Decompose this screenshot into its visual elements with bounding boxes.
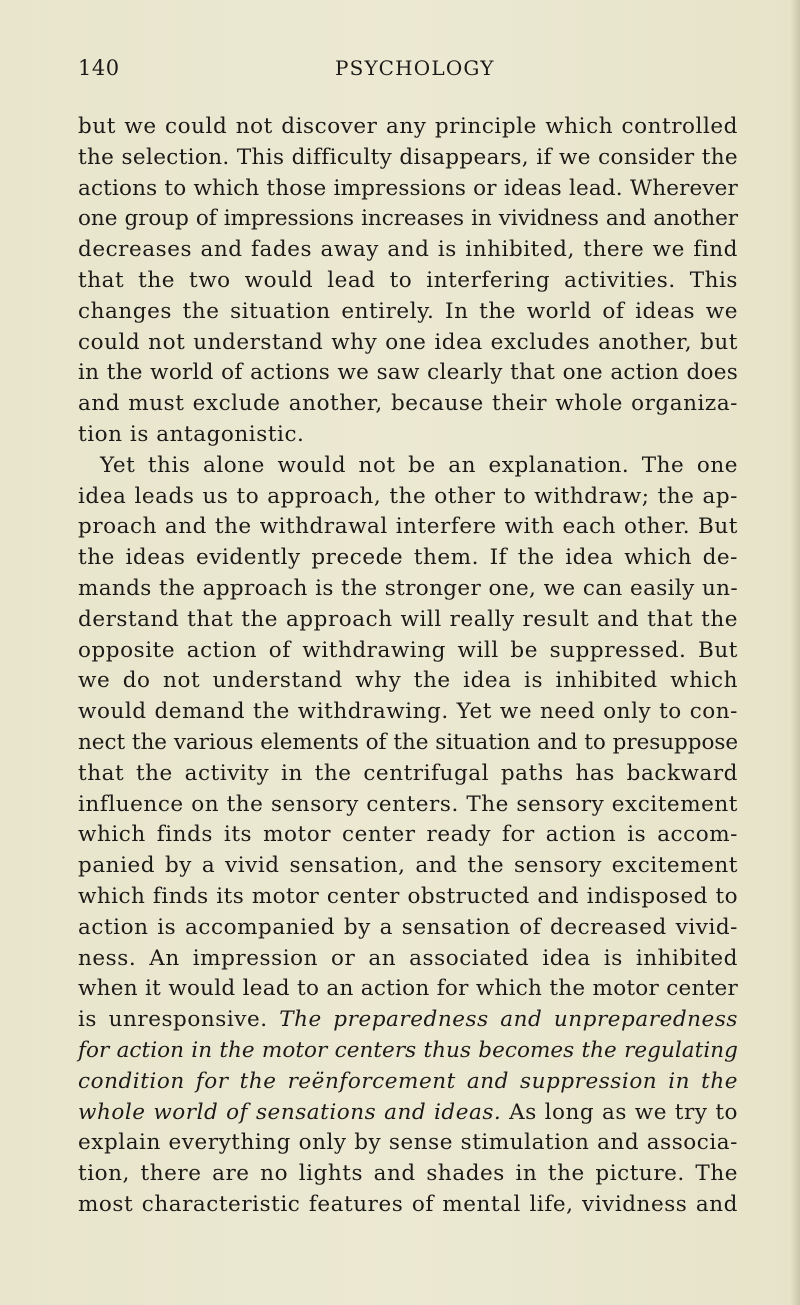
text-line: that the activity in the centrifugal paths has backward: [78, 760, 738, 786]
text-line-paragraph-start: Yet this alone would not be an explanation. The one: [100, 452, 738, 478]
text-line: action is accompanied by a sensation of decreased vivid-: [78, 914, 738, 940]
text-line: which finds its motor center ready for action is accom-: [78, 822, 738, 848]
text-line: the selection. This difficulty disappears, if we consider the: [78, 144, 738, 170]
text-line: proach and the withdrawal interfere with each other. But: [78, 514, 738, 540]
text-line: tion is antagonistic.: [78, 421, 305, 447]
italic-text-line: for action in the motor centers thus becomes the regulating: [78, 1037, 738, 1063]
text-line: the ideas evidently precede them. If the idea which de-: [78, 545, 738, 571]
text-line: idea leads us to approach, the other to withdraw; the ap-: [78, 483, 738, 509]
page-header: [78, 56, 738, 86]
italic-text-segment: The preparedness and unpreparedness: [279, 1007, 738, 1033]
text-line: and must exclude another, because their whole organiza-: [78, 391, 738, 417]
text-line: changes the situation entirely. In the world of ideas we: [78, 298, 738, 324]
text-line: which finds its motor center obstructed and indisposed to: [78, 883, 738, 909]
text-line: nect the various elements of the situation and to presuppose: [78, 729, 738, 755]
text-line: would demand the withdrawing. Yet we need only to con-: [78, 699, 738, 725]
text-line: that the two would lead to interfering activities. This: [78, 267, 738, 293]
text-line: one group of impressions increases in vividness and another: [78, 206, 738, 232]
text-line-mixed: [78, 1098, 738, 1129]
body-text: [78, 112, 738, 1221]
text-line: but we could not discover any principle which controlled: [78, 114, 738, 139]
text-line: panied by a vivid sensation, and the sensory excitement: [78, 853, 738, 879]
text-line: derstand that the approach will really result and that the: [78, 606, 738, 632]
text-segment: As long as we try to: [501, 1099, 739, 1125]
text-line: when it would lead to an action for which the motor center: [78, 976, 738, 1002]
text-line-mixed: [78, 1005, 738, 1036]
page-number: 140: [78, 56, 120, 80]
text-line: actions to which those impressions or ideas lead. Wherever: [78, 175, 738, 201]
text-line: we do not understand why the idea is inhibited which: [78, 668, 738, 694]
page-edge-shadow: [790, 0, 800, 1305]
italic-text-line: condition for the reënforcement and suppression in the: [78, 1068, 738, 1094]
text-line: decreases and fades away and is inhibited, there we find: [78, 237, 738, 263]
text-line: explain everything only by sense stimulation and associa-: [78, 1130, 738, 1156]
running-head: PSYCHOLOGY: [335, 56, 495, 80]
text-line: tion, there are no lights and shades in the picture. The: [78, 1161, 738, 1187]
text-line: could not understand why one idea excludes another, but: [78, 329, 738, 355]
text-line: influence on the sensory centers. The sensory excitement: [78, 791, 738, 817]
text-line: ness. An impression or an associated idea is inhibited: [78, 945, 738, 971]
text-segment: is unresponsive.: [78, 1007, 268, 1033]
italic-text-segment: whole world of sensations and ideas.: [78, 1099, 502, 1125]
text-line: in the world of actions we saw clearly that one action does: [78, 360, 738, 386]
text-line: most characteristic features of mental life, vividness and: [78, 1191, 738, 1217]
text-line: opposite action of withdrawing will be suppressed. But: [78, 637, 738, 663]
text-line: mands the approach is the stronger one, we can easily un-: [78, 575, 738, 601]
